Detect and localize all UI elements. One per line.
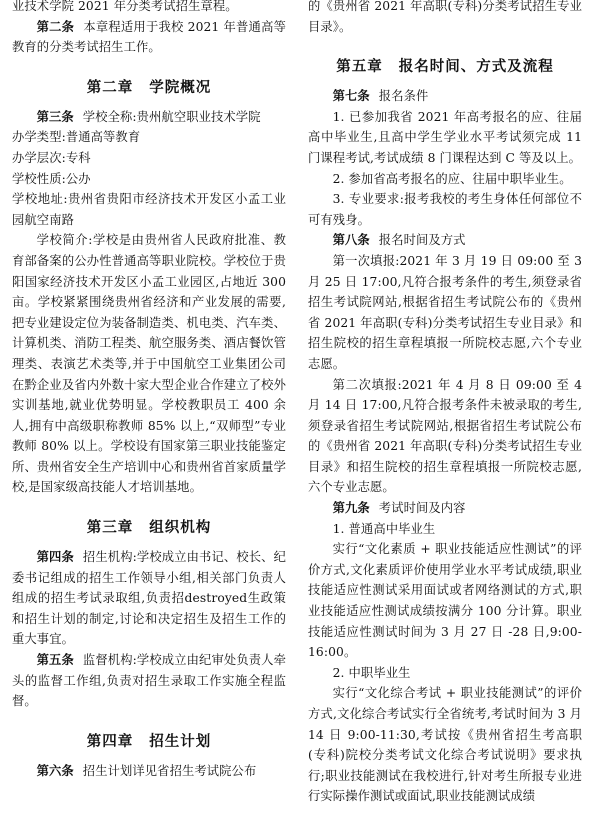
paragraph-continuation: 的《贵州省 2021 年高职(专科)分类考试招生专业目录》。 — [308, 0, 582, 34]
article-text: 考试时间及内容 — [378, 501, 466, 516]
article-paragraph — [12, 17, 286, 58]
list-item: 3. 专业要求:报考我校的考生身体任何部位不可有残身。 — [308, 192, 582, 227]
article-label: 第六条 — [36, 762, 74, 778]
chapter-number: 第五章 — [336, 58, 383, 76]
article-paragraph — [308, 230, 582, 251]
info-line-school-type: 办学类型:普通高等教育 — [12, 130, 141, 145]
chapter-number: 第四章 — [86, 732, 134, 750]
article-text: 招生机构:学校成立由书记、校长、纪委书记组成的招生工作领导小组,相关部门负责人组成的招生考试录取组,负责招destroyed生政策和招生计划的制定,讨论和决定招生及招生工作的重大事宜。 — [12, 550, 286, 647]
article-label: 第二条 — [36, 18, 75, 34]
article-label: 第四条 — [36, 549, 74, 565]
info-line-school-nature: 学校性质:公办 — [12, 171, 91, 186]
list-item: 2. 中职毕业生 — [332, 665, 411, 680]
application-round-one: 第一次填报:2021 年 3 月 19 日 09:00 至 3 月 25 日 17:00,凡符合报考条件的考生,须登录省招生考试院网站,根据省招生考试院公布的《贵州省 2021 年高职(专科)分类考试招生专业目录》和招生院校的招生章程填报一所院校志愿,六个专业志愿。 — [308, 253, 582, 371]
article-text: 监督机构:学校成立由纪审处负责人牵头的监督工作组,负责对招生录取工作实施全程监督。 — [12, 653, 286, 709]
article-label: 第七条 — [332, 88, 370, 104]
list-item: 1. 普通高中毕业生 — [332, 521, 436, 536]
info-line-school-level: 办学层次:专科 — [12, 150, 91, 165]
info-line-school-address: 学校地址:贵州省贵阳市经济技术开发区小孟工业园航空南路 — [12, 192, 286, 227]
paragraph: 实行“文化综合考试 + 职业技能测试”的评价方式,文化综合考试实行全省统考,考试时间为 3 月 14 日 9:00-11:30,考试按《贵州省招生考高职(专科)院校分类考试文化综合考试说明》要求执行;职业技能测试在我校进行,针对考生所报专业进行实际操作测试或面试,职业技能测试成绩 — [308, 686, 582, 804]
right-column — [308, 0, 582, 839]
info-line-school-intro: 学校简介:学校是由贵州省人民政府批准、教育部备案的公办性普通高等职业院校。学校位于贵阳国家经济技术开发区小孟工业园区,占地近 300 亩。学校紧紧围绕贵州省经济和产业发展的需要,把专业建设定位为装备制造类、机电类、汽车类、计算机类、消防工程类、航空服务类、酒店餐饮管理类、表演艺术类等,并于中国航空工业集团公司在黔企业及省内外数十家大型企业合作建立了校外实训基地,就业优势明显。学校教职员工 400 余人,拥有中高级职称教师 85% 以上,“双师型”专业教师 80% 以上。学校设有国家第三职业技能鉴定所、贵州省安全生产培训中心和贵州省首家质量学校,是国家级高技能人才培训基地。 — [12, 233, 286, 495]
paragraph-continuation: 业技术学院 2021 年分类考试招生章程。 — [12, 0, 238, 13]
article-paragraph — [308, 498, 582, 519]
paragraph: 实行“文化素质 + 职业技能适应性测试”的评价方式,文化素质评价使用学业水平考试成绩,职业技能适应性测试采用面试或者网络测试的方式,职业技能适应性测试成绩按满分 100 分计算。职业技能适应性测试时间为 3 月 27 日 -28 日,9:00-16:00。 — [308, 542, 582, 660]
article-paragraph — [308, 86, 582, 107]
chapter-number: 第二章 — [86, 78, 134, 96]
article-label: 第三条 — [36, 108, 74, 124]
chapter-title: 组织机构 — [149, 519, 212, 537]
article-text: 报名条件 — [378, 89, 429, 104]
chapter-title: 报名时间、方式及流程 — [398, 58, 554, 76]
article-paragraph — [12, 650, 286, 712]
article-text: 招生计划详见省招生考试院公布 — [82, 763, 257, 778]
article-label: 第九条 — [332, 500, 370, 516]
chapter-heading — [12, 732, 286, 752]
chapter-heading — [12, 78, 286, 98]
list-item: 2. 参加省高考报名的应、往届中职毕业生。 — [332, 171, 572, 186]
chapter-title: 学院概况 — [149, 78, 212, 96]
article-text: 本章程适用于我校 2021 年普通高等教育的分类考试招生工作。 — [12, 19, 286, 55]
article-label: 第八条 — [332, 232, 370, 248]
left-column — [12, 0, 286, 839]
chapter-number: 第三章 — [86, 519, 134, 537]
article-paragraph — [12, 761, 286, 782]
article-paragraph — [12, 107, 286, 128]
chapter-heading — [12, 518, 286, 538]
list-item: 1. 已参加我省 2021 年高考报名的应、往届高中毕业生,且高中学生学业水平考试须完成 11 门课程考试,考试成绩 8 门课程达到 C 等及以上。 — [308, 109, 582, 165]
article-label: 第五条 — [36, 652, 74, 668]
article-text: 报名时间及方式 — [378, 233, 466, 248]
chapter-heading — [308, 57, 582, 77]
chapter-title: 招生计划 — [149, 732, 212, 750]
article-text: 学校全称:贵州航空职业技术学院 — [82, 109, 261, 124]
article-paragraph — [12, 547, 286, 650]
application-round-two: 第二次填报:2021 年 4 月 8 日 09:00 至 4 月 14 日 17:00,凡符合报考条件未被录取的考生,须登录省招生考试院网站,根据省招生考试院公布的《贵州省 2021 年高职(专科)分类考试招生专业目录》和招生院校的招生章程填报一所院校志愿,六个专业志愿。 — [308, 377, 582, 495]
